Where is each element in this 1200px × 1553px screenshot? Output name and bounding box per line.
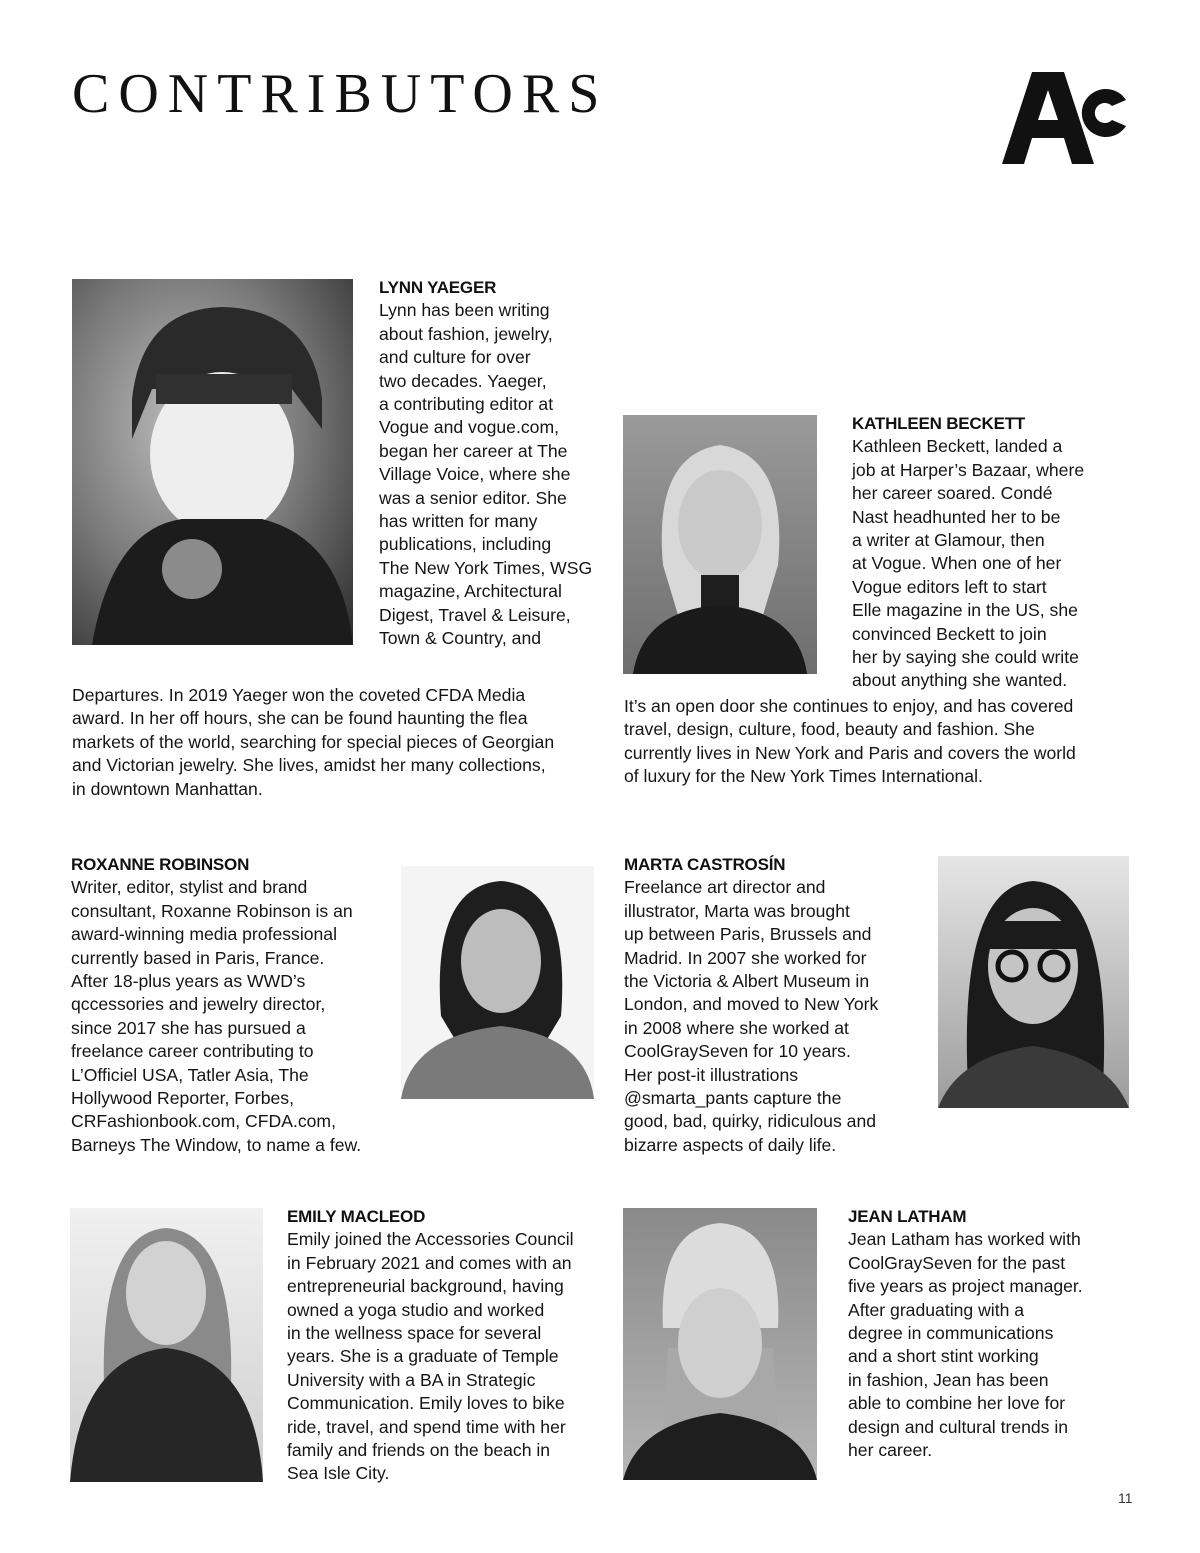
bio-line: was a senior editor. She xyxy=(379,487,567,508)
bio-line: Jean Latham has worked with xyxy=(848,1229,1081,1250)
bio-line: Emily joined the Accessories Council xyxy=(287,1229,574,1250)
bio-line: illustrator, Marta was brought xyxy=(624,900,850,921)
bio-line: Elle magazine in the US, she xyxy=(852,600,1078,621)
bio-line: Digest, Travel & Leisure, xyxy=(379,604,571,625)
contributor-name: ROXANNE ROBINSON xyxy=(71,855,250,874)
bio-line: consultant, Roxanne Robinson is an xyxy=(71,900,353,921)
bio-line: travel, design, culture, food, beauty and fashion. She xyxy=(624,719,1035,740)
bio-line: Barneys The Window, to name a few. xyxy=(71,1134,362,1155)
bio-line: design and cultural trends in xyxy=(848,1416,1069,1437)
bio-line: and Victorian jewelry. She lives, amidst her many collections, xyxy=(72,755,546,776)
bio-line: convinced Beckett to join xyxy=(852,623,1047,644)
bio-line: It’s an open door she continues to enjoy, and has covered xyxy=(624,696,1074,716)
bio-line: about fashion, jewelry, xyxy=(379,323,553,344)
bio-line: owned a yoga studio and worked xyxy=(287,1299,545,1320)
bio-line: began her career at The xyxy=(379,440,568,461)
bio-line: Kathleen Beckett, landed a xyxy=(852,436,1063,457)
bio-line: degree in communications xyxy=(848,1323,1054,1344)
emily-macleod-photo xyxy=(70,1208,263,1482)
bio-line: and a short stint working xyxy=(848,1346,1039,1367)
bio-line: Her post-it illustrations xyxy=(624,1064,799,1085)
bio-line: in February 2021 and comes with an xyxy=(287,1252,572,1273)
page-number: 11 xyxy=(1118,1490,1133,1506)
bio-line: Vogue editors left to start xyxy=(852,576,1047,597)
bio-line: currently lives in New York and Paris and covers the world xyxy=(624,742,1076,763)
bio-line: Departures. In 2019 Yaeger won the coveted CFDA Media xyxy=(72,685,526,705)
bio-line: award-winning media professional xyxy=(71,924,338,945)
lynn-yaeger-bio xyxy=(379,276,609,651)
contributor-name: EMILY MACLEOD xyxy=(287,1207,426,1226)
lynn-yaeger-bio-continued xyxy=(72,684,612,801)
bio-line: Village Voice, where she xyxy=(379,464,571,485)
bio-line: family and friends on the beach in xyxy=(287,1440,551,1461)
bio-line: Sea Isle City. xyxy=(287,1463,390,1484)
bio-line: After graduating with a xyxy=(848,1299,1025,1320)
bio-line: able to combine her love for xyxy=(848,1393,1066,1414)
bio-line: her by saying she could write xyxy=(852,647,1079,668)
bio-line: entrepreneurial background, having xyxy=(287,1276,564,1297)
bio-line: Vogue and vogue.com, xyxy=(379,417,559,438)
bio-line: Nast headhunted her to be xyxy=(852,506,1061,527)
bio-line: freelance career contributing to xyxy=(71,1041,314,1062)
bio-line: in 2008 where she worked at xyxy=(624,1017,849,1038)
bio-line: Town & Country, and xyxy=(379,628,542,649)
roxanne-robinson-bio xyxy=(71,853,401,1157)
bio-line: good, bad, quirky, ridiculous and xyxy=(624,1111,877,1132)
bio-line: ride, travel, and spend time with her xyxy=(287,1416,566,1437)
bio-line: two decades. Yaeger, xyxy=(379,370,547,391)
bio-line: in fashion, Jean has been xyxy=(848,1369,1049,1390)
bio-line: L’Officiel USA, Tatler Asia, The xyxy=(71,1064,309,1085)
jean-latham-photo xyxy=(623,1208,817,1480)
bio-line: Writer, editor, stylist and brand xyxy=(71,877,308,898)
bio-line: CoolGraySeven for the past xyxy=(848,1252,1066,1273)
bio-line: magazine, Architectural xyxy=(379,581,562,602)
bio-line: CRFashionbook.com, CFDA.com, xyxy=(71,1111,336,1132)
bio-line: @smarta_pants capture the xyxy=(624,1088,842,1109)
contributor-name: KATHLEEN BECKETT xyxy=(852,414,1026,433)
bio-line: of luxury for the New York Times International. xyxy=(624,766,983,787)
bio-line: London, and moved to New York xyxy=(624,994,879,1015)
bio-line: bizarre aspects of daily life. xyxy=(624,1134,837,1155)
contributor-name: LYNN YAEGER xyxy=(379,278,497,297)
roxanne-robinson-photo xyxy=(401,866,594,1099)
marta-castrosin-photo xyxy=(938,856,1129,1108)
bio-line: in downtown Manhattan. xyxy=(72,778,263,799)
bio-line: and culture for over xyxy=(379,347,531,368)
bio-line: Lynn has been writing xyxy=(379,300,550,321)
jean-latham-bio xyxy=(848,1205,1128,1462)
bio-line: the Victoria & Albert Museum in xyxy=(624,971,870,992)
bio-line: years. She is a graduate of Temple xyxy=(287,1346,559,1367)
ac-logo xyxy=(1002,70,1130,166)
bio-line: her career. xyxy=(848,1440,933,1461)
bio-line: award. In her off hours, she can be found haunting the flea xyxy=(72,708,528,729)
bio-line: Communication. Emily loves to bike xyxy=(287,1393,565,1414)
bio-line: has written for many xyxy=(379,511,538,532)
bio-line: The New York Times, WSG xyxy=(379,557,593,578)
marta-castrosin-bio xyxy=(624,853,924,1157)
kathleen-beckett-bio-continued xyxy=(624,695,1144,789)
bio-line: qccessories and jewelry director, xyxy=(71,994,326,1015)
bio-line: CoolGraySeven for 10 years. xyxy=(624,1041,851,1062)
bio-line: currently based in Paris, France. xyxy=(71,947,325,968)
bio-line: about anything she wanted. xyxy=(852,670,1068,691)
emily-macleod-bio xyxy=(287,1205,607,1486)
contributor-name: JEAN LATHAM xyxy=(848,1207,967,1226)
bio-line: After 18-plus years as WWD’s xyxy=(71,971,306,992)
bio-line: up between Paris, Brussels and xyxy=(624,924,872,945)
bio-line: Hollywood Reporter, Forbes, xyxy=(71,1088,294,1109)
page-title: CONTRIBUTORS xyxy=(72,63,609,125)
bio-line: a writer at Glamour, then xyxy=(852,530,1045,551)
contributor-name: MARTA CASTROSÍN xyxy=(624,855,786,874)
bio-line: Freelance art director and xyxy=(624,877,826,898)
bio-line: in the wellness space for several xyxy=(287,1323,542,1344)
bio-line: Madrid. In 2007 she worked for xyxy=(624,947,867,968)
bio-line: publications, including xyxy=(379,534,552,555)
bio-line: a contributing editor at xyxy=(379,394,554,415)
bio-line: University with a BA in Strategic xyxy=(287,1369,536,1390)
lynn-yaeger-photo xyxy=(72,279,353,645)
bio-line: since 2017 she has pursued a xyxy=(71,1017,306,1038)
bio-line: job at Harper’s Bazaar, where xyxy=(852,459,1085,480)
bio-line: markets of the world, searching for special pieces of Georgian xyxy=(72,731,555,752)
bio-line: five years as project manager. xyxy=(848,1276,1083,1297)
bio-line: her career soared. Condé xyxy=(852,483,1053,504)
kathleen-beckett-bio xyxy=(852,412,1122,693)
kathleen-beckett-photo xyxy=(623,415,817,674)
bio-line: at Vogue. When one of her xyxy=(852,553,1062,574)
